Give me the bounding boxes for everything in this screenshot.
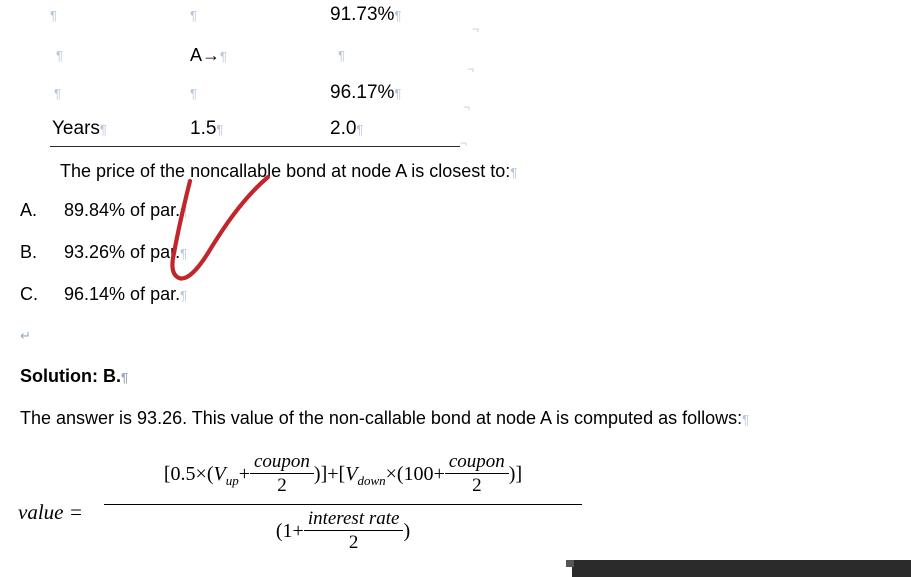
paragraph-mark-icon: ¶ xyxy=(56,48,63,63)
handwritten-check-mark-icon xyxy=(150,165,310,300)
viewer-bottom-bar-left xyxy=(0,560,572,577)
choice-text: 89.84% of par. xyxy=(64,200,181,220)
paragraph-mark-icon: ¶ xyxy=(394,8,402,23)
numerator-v-up-subscript: up xyxy=(225,473,239,489)
tick-mark-icon: ¬ xyxy=(463,100,471,114)
table-cell-value xyxy=(330,0,401,31)
paragraph-mark-icon: ¶ xyxy=(394,86,402,101)
cell-text: 1.5 xyxy=(190,118,217,139)
choice-text-wrap xyxy=(64,200,187,221)
cell-text: 96.17% xyxy=(330,82,395,103)
choice-text: 93.26% of par. xyxy=(64,242,181,262)
denominator-open-paren: (1 xyxy=(275,520,293,543)
numerator-open-bracket-2: [ xyxy=(338,463,346,486)
table-row xyxy=(50,0,480,30)
numerator-open-bracket: [0.5 xyxy=(163,463,196,486)
solution-heading-text: Solution: B. xyxy=(20,366,121,386)
formula-left-hand-side: value = xyxy=(18,500,83,524)
numerator-coupon-fraction-2 xyxy=(445,451,509,498)
question-text xyxy=(60,161,517,182)
binomial-tree-table xyxy=(50,0,480,148)
table-cell-mark xyxy=(54,78,61,109)
interest-rate-denominator: 2 xyxy=(348,532,359,553)
value-formula xyxy=(18,452,618,570)
paragraph-mark-icon: ¶ xyxy=(180,246,188,261)
question-label: The price of the noncallable bond at node A is closest to: xyxy=(60,161,511,181)
paragraph-mark-icon: ¶ xyxy=(338,48,345,63)
tick-mark-icon: ¬ xyxy=(460,136,468,150)
formula-main-fraction xyxy=(98,452,588,565)
denominator-plus: + xyxy=(292,520,304,543)
table-bottom-border xyxy=(50,146,460,147)
paragraph-mark-icon: ¶ xyxy=(220,49,227,64)
cell-text: Years xyxy=(52,118,100,139)
choice-text-wrap xyxy=(64,284,187,305)
cell-text: A→ xyxy=(190,45,221,65)
paragraph-mark-icon: ¶ xyxy=(180,288,188,303)
formula-numerator xyxy=(98,452,588,504)
choice-label: C. xyxy=(20,284,38,304)
coupon-denominator: 2 xyxy=(277,475,287,496)
numerator-v-down-subscript: down xyxy=(357,473,386,489)
choice-label: B. xyxy=(20,242,38,262)
paragraph-mark-icon: ¶ xyxy=(190,86,197,101)
coupon-numerator: coupon xyxy=(253,451,310,472)
paragraph-mark-icon: ¶ xyxy=(510,165,518,180)
denominator-close-paren: ) xyxy=(403,520,411,543)
numerator-close-bracket-1: ] xyxy=(320,463,328,486)
table-cell-mark xyxy=(190,78,197,109)
numerator-close-paren-2: ) xyxy=(508,463,516,486)
table-cell-mark xyxy=(50,0,57,31)
cell-text: 2.0 xyxy=(330,118,357,139)
numerator-close-bracket-2: ] xyxy=(515,463,523,486)
paragraph-mark-icon: ¶ xyxy=(180,204,188,219)
solution-explanation xyxy=(20,408,749,429)
table-cell-value xyxy=(330,78,401,109)
paragraph-mark-icon: ¶ xyxy=(54,86,61,101)
tick-mark-icon: ¬ xyxy=(467,62,475,76)
numerator-v-up: V xyxy=(213,463,226,486)
choice-label: A. xyxy=(20,200,38,220)
numerator-plus-3: + xyxy=(433,463,445,486)
paragraph-mark-icon: ¶ xyxy=(190,8,197,23)
paragraph-mark-icon: ¶ xyxy=(356,122,364,137)
coupon-numerator: coupon xyxy=(448,451,505,472)
paragraph-mark-icon: ¶ xyxy=(742,412,750,427)
table-header-2-0 xyxy=(330,114,363,145)
denominator-interest-rate-fraction xyxy=(304,508,404,555)
table-cell-mark xyxy=(190,0,197,31)
empty-paragraph-mark-icon: ↵ xyxy=(20,328,31,343)
paragraph-mark-icon: ¶ xyxy=(50,8,57,23)
cell-text: 91.73% xyxy=(330,4,395,25)
viewer-bottom-notch xyxy=(566,560,574,567)
coupon-denominator: 2 xyxy=(472,475,482,496)
numerator-open-paren-2: (100 xyxy=(396,463,434,486)
paragraph-mark-icon: ¶ xyxy=(99,122,107,137)
paragraph-mark-icon: ¶ xyxy=(216,122,224,137)
choice-text-wrap xyxy=(64,242,187,263)
tick-mark-icon: ¬ xyxy=(472,22,480,36)
table-header-years xyxy=(52,114,107,145)
interest-rate-numerator: interest rate xyxy=(307,508,400,529)
table-header-1-5 xyxy=(190,114,223,145)
table-cell-mark xyxy=(56,40,63,71)
table-row-header xyxy=(50,114,480,144)
formula-denominator xyxy=(98,505,588,565)
numerator-close-paren-1: ) xyxy=(313,463,321,486)
table-cell-node-a xyxy=(190,40,227,72)
table-cell-mark xyxy=(338,40,345,71)
solution-explanation-text: The answer is 93.26. This value of the non-callable bond at node A is computed as follows: xyxy=(20,408,743,428)
numerator-open-paren-1: ( xyxy=(206,463,214,486)
paragraph-mark-icon: ¶ xyxy=(120,370,129,385)
numerator-times-2: × xyxy=(385,463,397,486)
numerator-times-1: × xyxy=(195,463,207,486)
table-row xyxy=(50,78,480,108)
solution-heading xyxy=(20,366,128,387)
numerator-plus-2: + xyxy=(327,463,339,486)
numerator-plus-1: + xyxy=(238,463,250,486)
numerator-v-down: V xyxy=(345,463,358,486)
choice-text: 96.14% of par. xyxy=(64,284,181,304)
table-row xyxy=(50,40,480,70)
numerator-coupon-fraction-1 xyxy=(250,451,314,498)
